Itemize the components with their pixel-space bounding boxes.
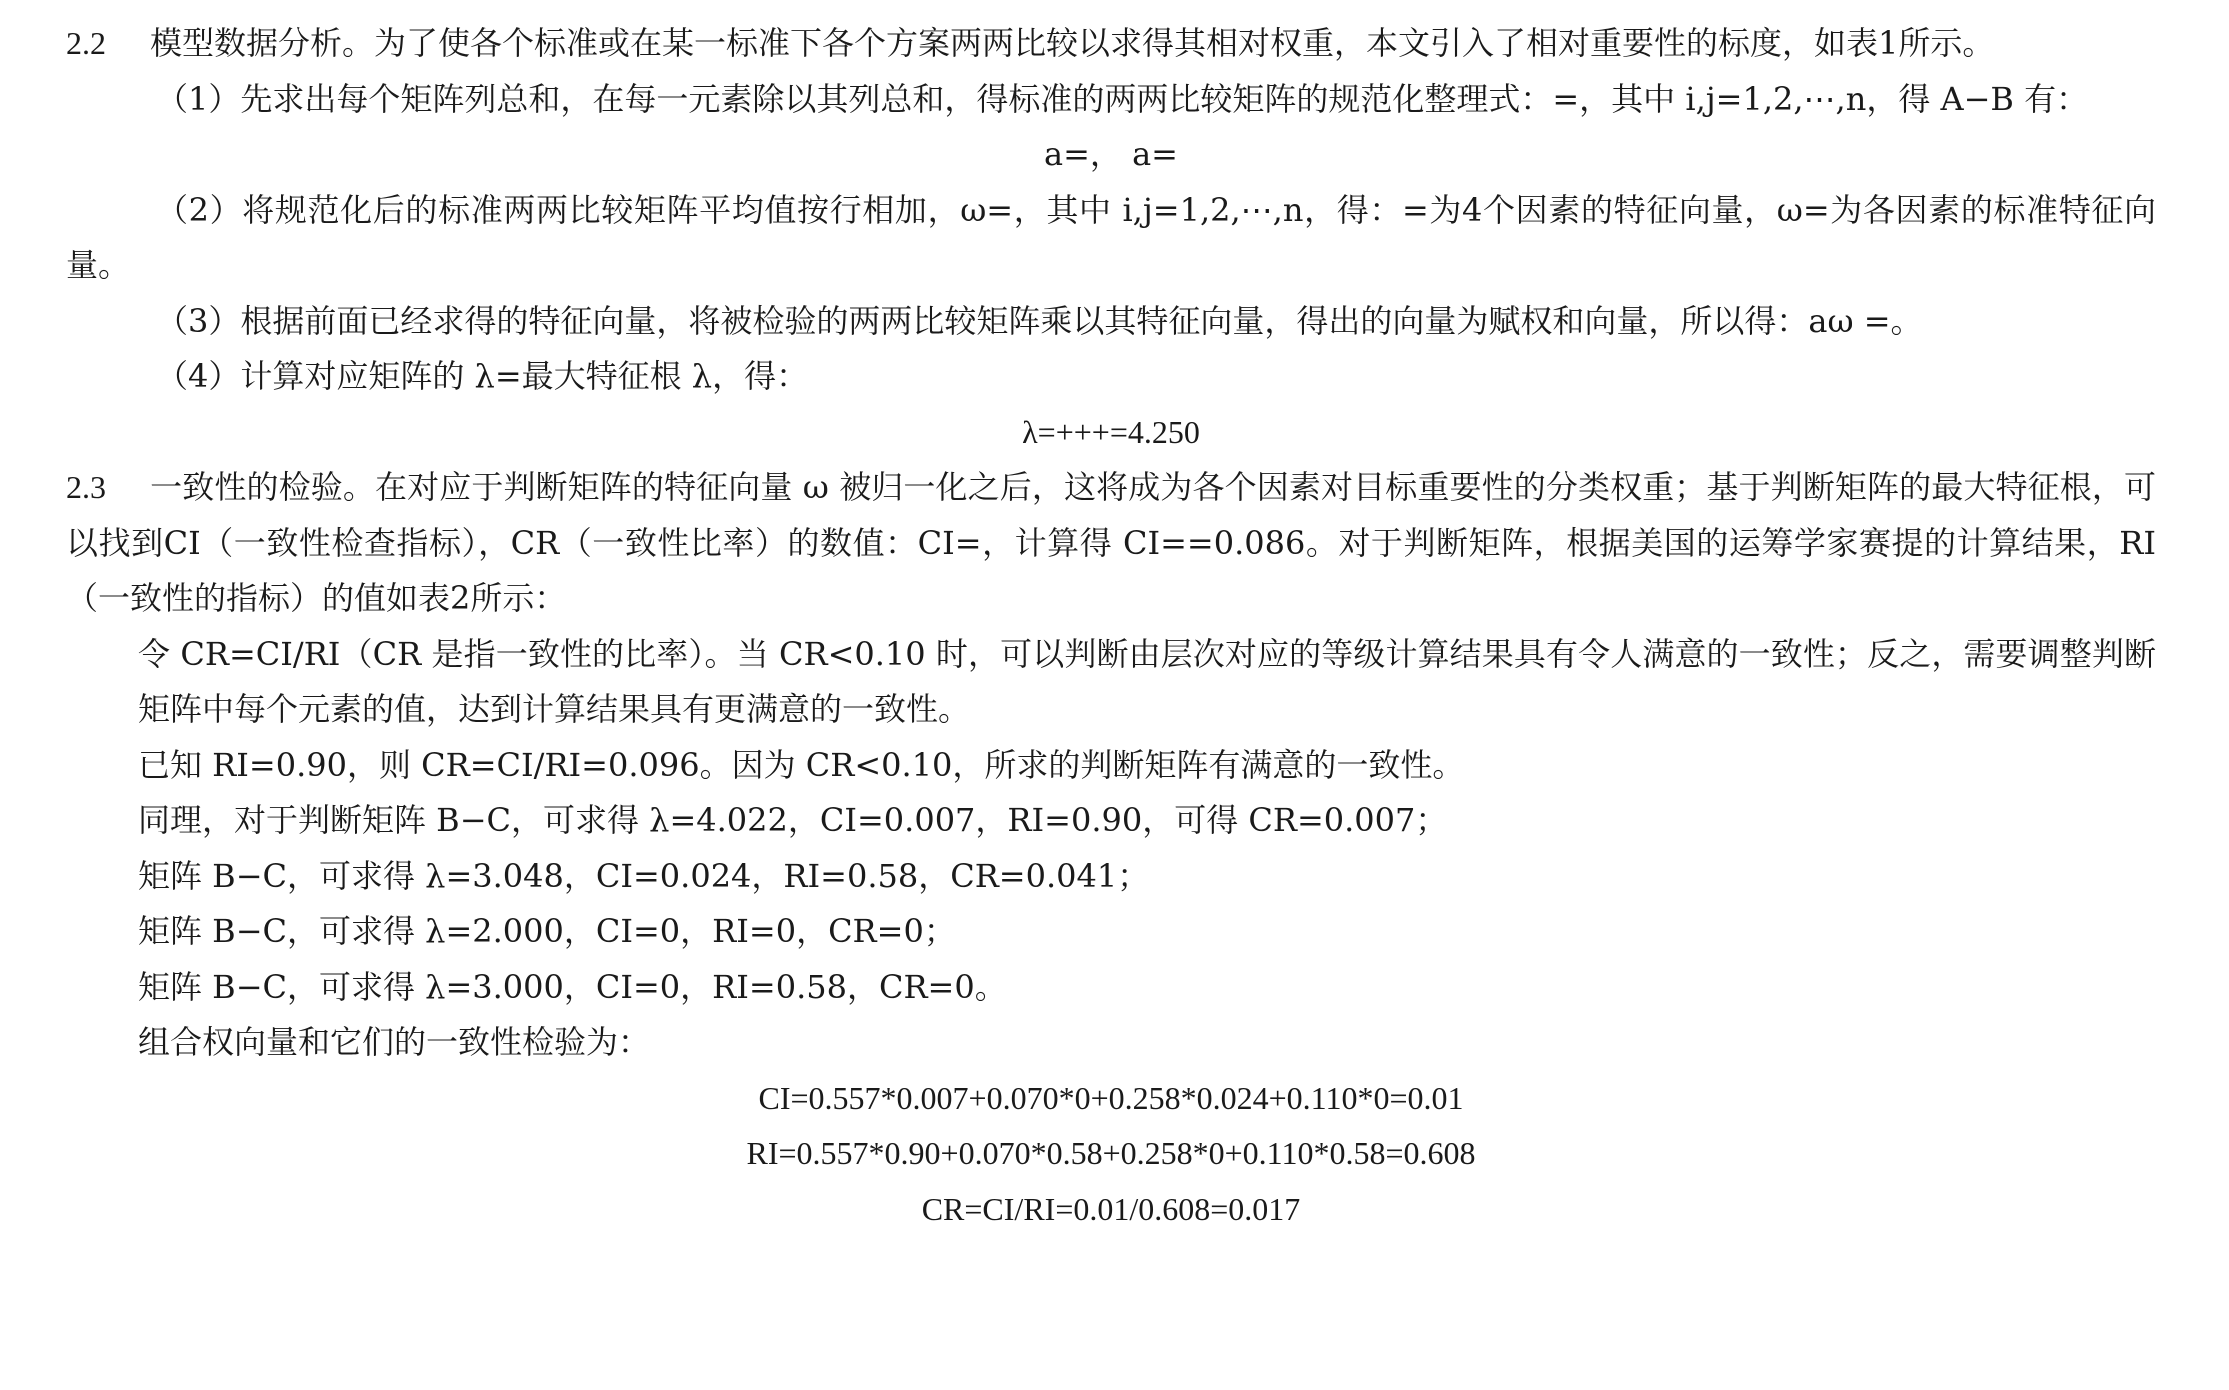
section-2-2-paragraph	[66, 16, 2156, 72]
matrix-result-line-3: 矩阵 B−C，可求得 λ=2.000，CI=0，RI=0，CR=0；	[138, 912, 956, 950]
section-2-2-intro-text: 模型数据分析。为了使各个标准或在某一标准下各个方案两两比较以求得其相对权重，本文引入了相对重要性的标度，如表1所示。	[150, 24, 1995, 62]
section-2-3-intro-text: 一致性的检验。在对应于判断矩阵的特征向量 ω 被归一化之后，这将成为各个因素对目标重要性的分类权重；基于判断矩阵的最大特征根，可以找到CI（一致性检查指标），CR（一致性比率）的数值：CI=，计算得 CI==0.086。对于判断矩阵，根据美国的运筹学家赛提的计算结果，RI （一致性的指标）的值如表2所示：	[66, 468, 2156, 617]
matrix-result-line-4: 矩阵 B−C，可求得 λ=3.000，CI=0，RI=0.58，CR=0。	[138, 967, 1007, 1006]
equation-cr: CR=CI/RI=0.01/0.608=0.017	[921, 1190, 1301, 1227]
cr-definition-paragraph: 令 CR=CI/RI（CR 是指一致性的比率）。当 CR<0.10 时，可以判断由层次对应的等级计算结果具有令人满意的一致性；反之，需要调整判断矩阵中每个元素的值，达到计算结果具有更满意的一致性。	[138, 634, 2156, 728]
step-3-paragraph: （3）根据前面已经求得的特征向量，将被检验的两两比较矩阵乘以其特征向量，得出的向量为赋权和向量，所以得：aω =。	[156, 301, 1923, 340]
section-2-3-paragraph	[66, 460, 2156, 627]
matrix-result-line-1: 同理，对于判断矩阵 B−C，可求得 λ=4.022，CI=0.007，RI=0.90，可得 CR=0.007；	[138, 801, 1448, 839]
section-number-2-2: 2.2	[66, 25, 106, 61]
equation-ci: CI=0.557*0.007+0.070*0+0.258*0.024+0.110*0=0.01	[758, 1079, 1464, 1116]
cr-result-paragraph: 已知 RI=0.90，则 CR=CI/RI=0.096。因为 CR<0.10，所求的判断矩阵有满意的一致性。	[138, 745, 1465, 784]
equation-a: a=， a=	[1044, 135, 1178, 173]
equation-ri: RI=0.557*0.90+0.070*0.58+0.258*0+0.110*0.58=0.608	[746, 1135, 1476, 1171]
combined-weight-intro: 组合权向量和它们的一致性检验为：	[138, 1023, 651, 1061]
paper-body	[66, 16, 2156, 1237]
step-1-paragraph: （1）先求出每个矩阵列总和，在每一元素除以其列总和，得标准的两两比较矩阵的规范化整理式：=，其中 i,j=1,2,⋯,n，得 A−B 有：	[156, 79, 2089, 118]
step-4-paragraph: （4）计算对应矩阵的 λ=最大特征根 λ，得：	[156, 357, 809, 395]
matrix-result-line-2: 矩阵 B−C，可求得 λ=3.048，CI=0.024，RI=0.58，CR=0.041；	[138, 856, 1150, 895]
equation-lambda: λ=+++=4.250	[1022, 413, 1200, 450]
section-number-2-3: 2.3	[66, 469, 106, 505]
step-2-paragraph: （2）将规范化后的标准两两比较矩阵平均值按行相加，ω=，其中 i,j=1,2,⋯,n，得：=为4个因素的特征向量，ω=为各因素的标准特征向量。	[66, 190, 2156, 284]
